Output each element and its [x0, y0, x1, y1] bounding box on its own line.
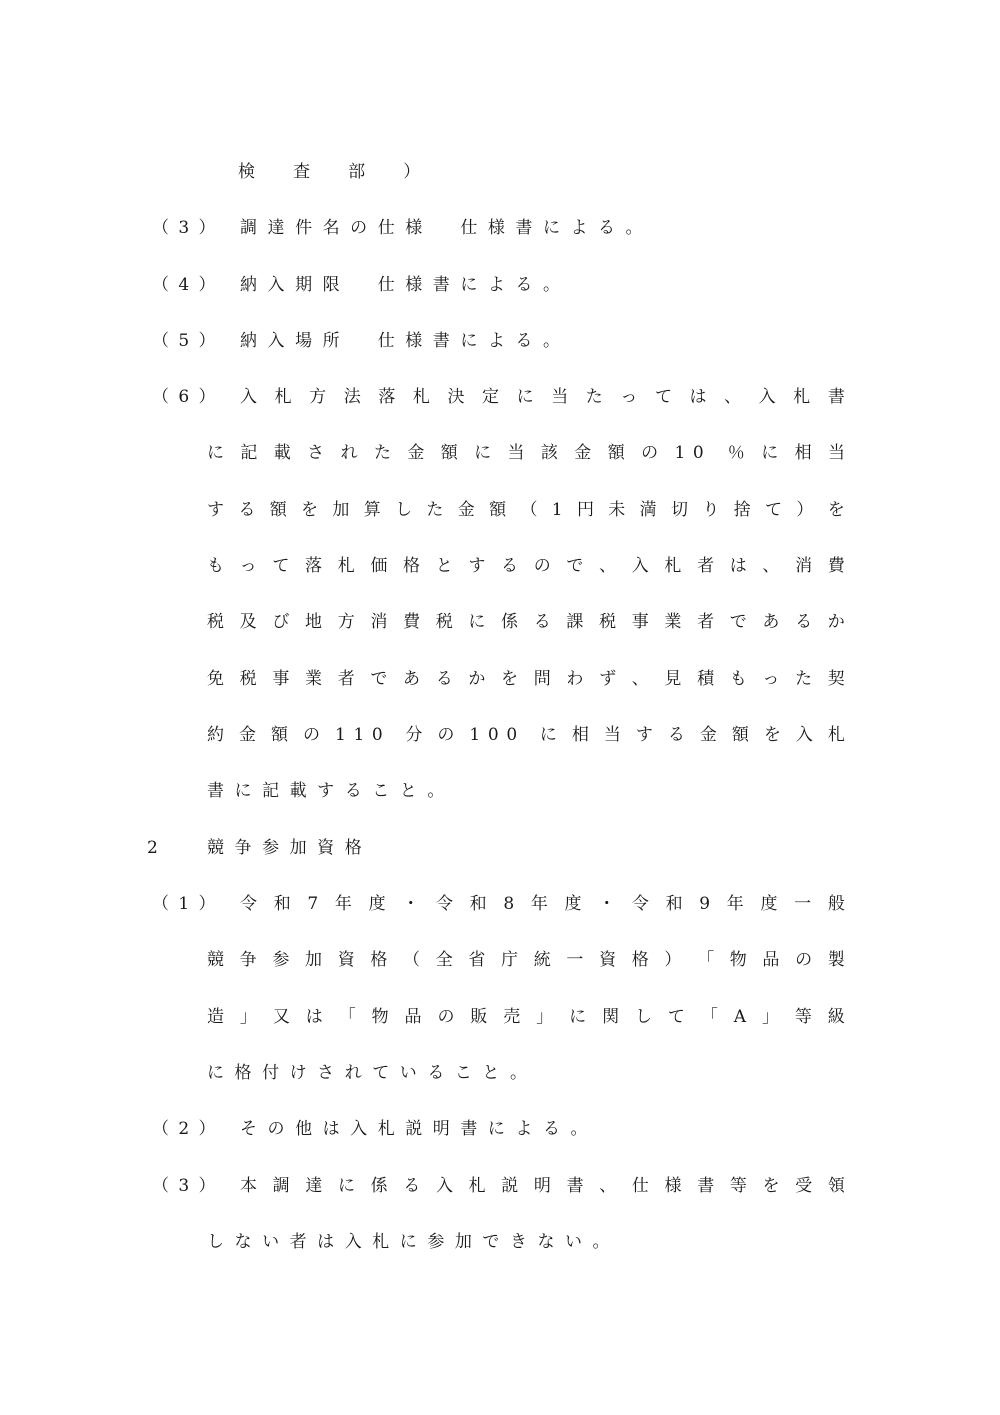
line-text: 入 札 方 法 落 札 決 定 に 当 た っ て は 、 入 札 書	[240, 387, 845, 407]
line-text: 免 税 事 業 者 で あ る か を 問 わ ず 、 見 積 も っ た 契	[207, 669, 845, 689]
text-line	[0, 157, 1000, 187]
line-text: 本 調 達 に 係 る 入 札 説 明 書 、 仕 様 書 等 を 受 領	[240, 1176, 845, 1196]
section-heading: 競争参加資格	[207, 838, 373, 858]
line-text: 書に記載すること。	[207, 781, 455, 801]
line-text: に 記 載 さ れ た 金 額 に 当 該 金 額 の 10 ％ に 相 当	[207, 443, 845, 463]
text-line	[0, 1058, 1000, 1088]
line-text: 検 査 部 ）	[238, 162, 431, 182]
item-number: （5）	[152, 331, 225, 351]
line-text: に格付けされていること。	[207, 1063, 538, 1083]
text-line	[0, 326, 1000, 356]
text-line	[0, 1227, 1000, 1257]
text-line	[0, 1002, 1000, 1032]
text-line	[0, 776, 1000, 806]
text-line	[0, 382, 1000, 412]
line-text: 納入場所 仕様書による。	[240, 331, 571, 351]
line-text: 令 和 7 年 度 ・ 令 和 8 年 度 ・ 令 和 9 年 度 一 般	[240, 894, 845, 914]
line-text: しない者は入札に参加できない。	[207, 1232, 621, 1252]
text-line	[0, 945, 1000, 975]
line-text: も っ て 落 札 価 格 と す る の で 、 入 札 者 は 、 消 費	[207, 556, 845, 576]
line-text: 競 争 参 加 資 格 （ 全 省 庁 統 一 資 格 ） 「 物 品 の 製	[207, 950, 845, 970]
line-text: 調達件名の仕様 仕様書による。	[240, 218, 654, 238]
item-number: （4）	[152, 275, 225, 295]
text-line	[0, 1114, 1000, 1144]
line-text: 税 及 び 地 方 消 費 税 に 係 る 課 税 事 業 者 で あ る か	[207, 612, 845, 632]
text-line	[0, 720, 1000, 750]
text-line	[0, 607, 1000, 637]
line-text: 約 金 額 の 110 分 の 100 に 相 当 す る 金 額 を 入 札	[207, 725, 845, 745]
text-line	[0, 1171, 1000, 1201]
text-line	[0, 438, 1000, 468]
text-line	[0, 213, 1000, 243]
line-text: す る 額 を 加 算 し た 金 額 （ 1 円 未 満 切 り 捨 て ） を	[207, 500, 845, 520]
item-number: （3）	[152, 1176, 225, 1196]
text-line	[0, 664, 1000, 694]
text-line	[0, 551, 1000, 581]
text-line	[0, 889, 1000, 919]
text-line	[0, 833, 1000, 863]
item-number: （3）	[152, 218, 225, 238]
text-line	[0, 270, 1000, 300]
text-line	[0, 495, 1000, 525]
item-number: （6）	[152, 387, 225, 407]
section-number: 2	[147, 838, 168, 858]
line-text: 納入期限 仕様書による。	[240, 275, 571, 295]
item-number: （2）	[152, 1119, 225, 1139]
line-text: 造 」 又 は 「 物 品 の 販 売 」 に 関 し て 「 A 」 等 級	[207, 1007, 845, 1027]
line-text: その他は入札説明書による。	[240, 1119, 599, 1139]
item-number: （1）	[152, 894, 225, 914]
